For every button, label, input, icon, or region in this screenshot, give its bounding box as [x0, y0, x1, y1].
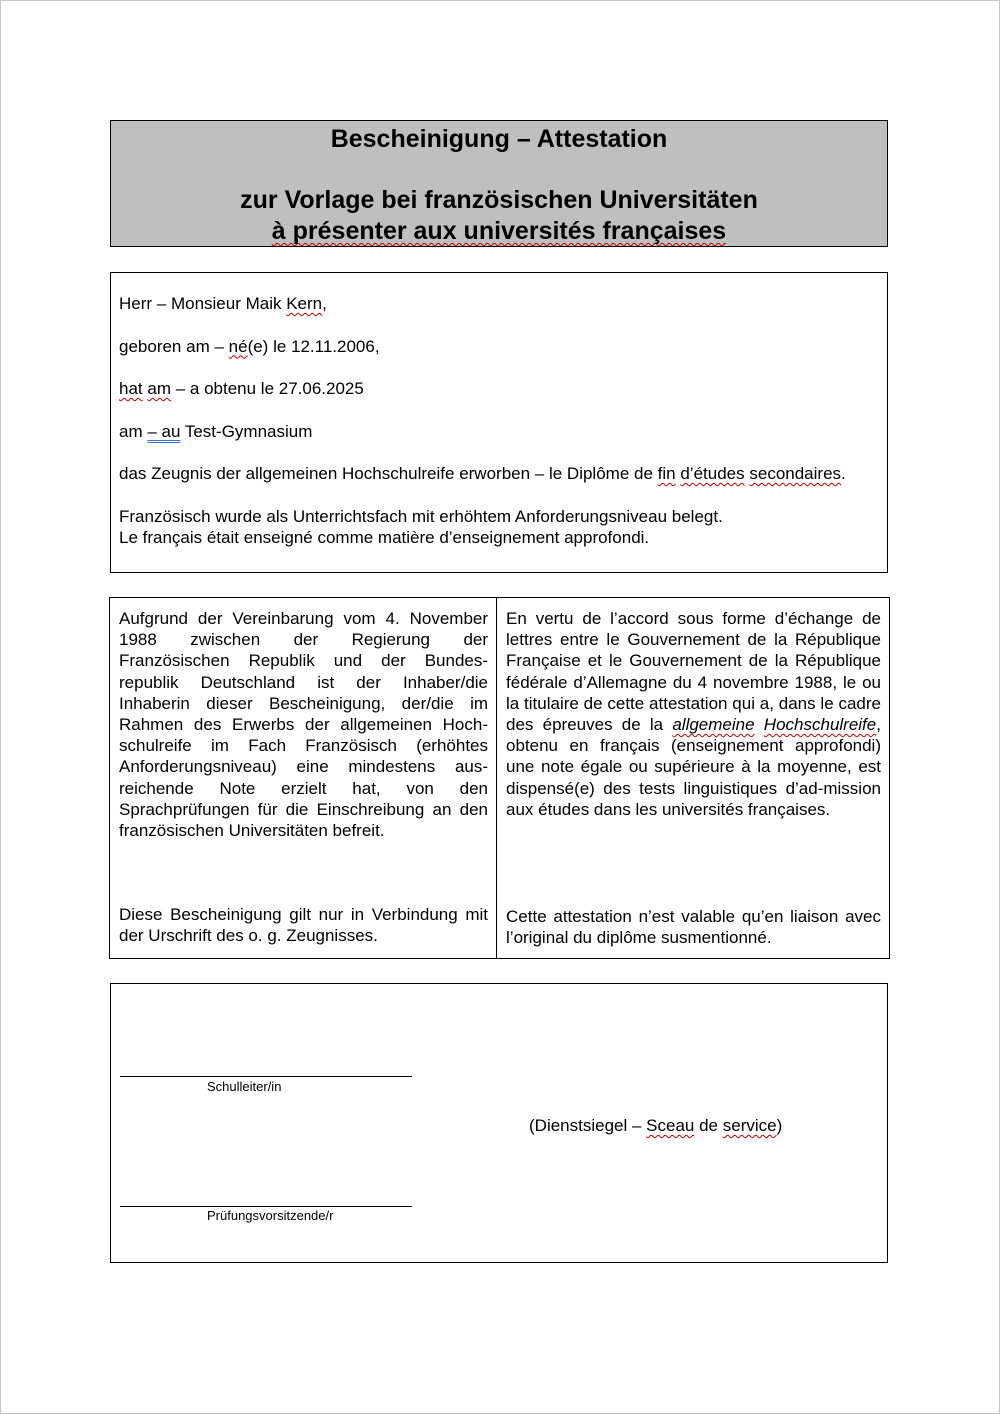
name-suffix: , — [322, 294, 327, 313]
school-name: Test-Gymnasium — [180, 421, 313, 441]
seal-sceau: Sceau — [646, 1116, 695, 1135]
school-au: – au — [147, 421, 181, 441]
agreement-french-allgemeine: allgemeine — [672, 715, 755, 735]
seal-service: service — [722, 1116, 777, 1135]
official-seal-placeholder — [529, 1116, 782, 1136]
agreement-german-column — [110, 598, 497, 958]
french-level-line — [119, 506, 879, 548]
chair-label: Prüfungsvorsitzende/r — [207, 1208, 334, 1223]
title-box — [110, 120, 888, 247]
diploma-fin: fin — [657, 464, 676, 483]
obtained-hat: hat — [119, 379, 143, 398]
subtitle-french-text: à présenter aux universités françaises — [271, 217, 727, 245]
name-prefix: Herr – Monsieur Maik — [119, 294, 287, 313]
last-name: Kern — [286, 294, 323, 313]
principal-signature-line — [120, 1076, 412, 1077]
school-line — [119, 421, 879, 442]
chair-signature-line — [120, 1206, 412, 1207]
obtained-date: – a obtenu le 27.06.2025 — [171, 379, 364, 398]
school-am: am — [119, 421, 148, 441]
french-level-french: Le français était enseigné comme matière d’enseignement approfondi. — [119, 527, 650, 547]
obtained-am: am — [147, 379, 171, 398]
student-info-box — [110, 272, 888, 573]
agreement-french-hochschulreife: Hochschulreife — [763, 715, 877, 735]
validity-french: Cette attestation n’est valable qu’en liaison avec l’original du diplôme susmentionné. — [506, 907, 881, 948]
diploma-end: . — [841, 464, 846, 483]
agreement-french-part2: , obtenu en français (enseignement approfondi) une note égale ou supérieure à la moyenne, est dispensé(e) des tests linguistiques d’ad-mission aux études dans les universités françaises. — [506, 715, 881, 819]
seal-de: de — [694, 1116, 723, 1135]
diploma-secondaires: secondaires — [749, 464, 842, 483]
name-line — [119, 293, 879, 314]
obtained-line — [119, 378, 879, 399]
diploma-line — [119, 463, 879, 484]
document-title: Bescheinigung – Attestation — [330, 125, 668, 153]
subtitle-german: zur Vorlage bei französischen Universitäten — [240, 186, 758, 214]
subtitle-french — [111, 216, 887, 247]
agreement-french-text — [506, 608, 881, 820]
agreement-french-column — [497, 598, 889, 958]
seal-close: ) — [776, 1116, 783, 1135]
diploma-prefix: das Zeugnis der allgemeinen Hochschulreife erworben – le Diplôme de — [119, 464, 658, 483]
agreement-french-part1: En vertu de l’accord sous forme d’échange de lettres entre le Gouvernement de la République Française et le Gouvernement de la République fédérale d’Allemagne du 4 novembre 1988, le ou la titulaire de cette attestation qui a, dans le cadre des épreuves de la — [506, 609, 881, 735]
diploma-etudes: d’études — [680, 464, 745, 483]
principal-label: Schulleiter/in — [207, 1079, 282, 1094]
seal-open: (Dienstsiegel – — [529, 1116, 647, 1135]
french-level-german: Französisch wurde als Unterrichtsfach mit erhöhtem Anforderungsniveau belegt. — [119, 506, 723, 526]
birth-date: (e) le 12.11.2006, — [247, 336, 380, 356]
birth-prefix: geboren am – — [119, 336, 229, 356]
agreement-german-text: Aufgrund der Vereinbarung vom 4. November 1988 zwischen der Regierung der Französischen Republik und der Bundes-republik Deutschland ist der Inhaber/die Inhaberin dieser Bescheinigung, der/die im Rahmen des Erwerbs der allgemeinen Hoch-schulreife im Fach Französisch (erhöhtes Anforderungsniveau) eine mindestens aus-reichende Note erzielt hat, von den Sprachprüfungen für die Einschreibung an den französischen Universitäten befreit. — [119, 609, 489, 841]
birth-ne: né — [228, 336, 248, 356]
validity-german: Diese Bescheinigung gilt nur in Verbindung mit der Urschrift des o. g. Zeugnisses. — [119, 905, 489, 946]
birth-line — [119, 336, 879, 357]
agreement-box — [109, 597, 890, 959]
signature-box — [110, 983, 888, 1263]
